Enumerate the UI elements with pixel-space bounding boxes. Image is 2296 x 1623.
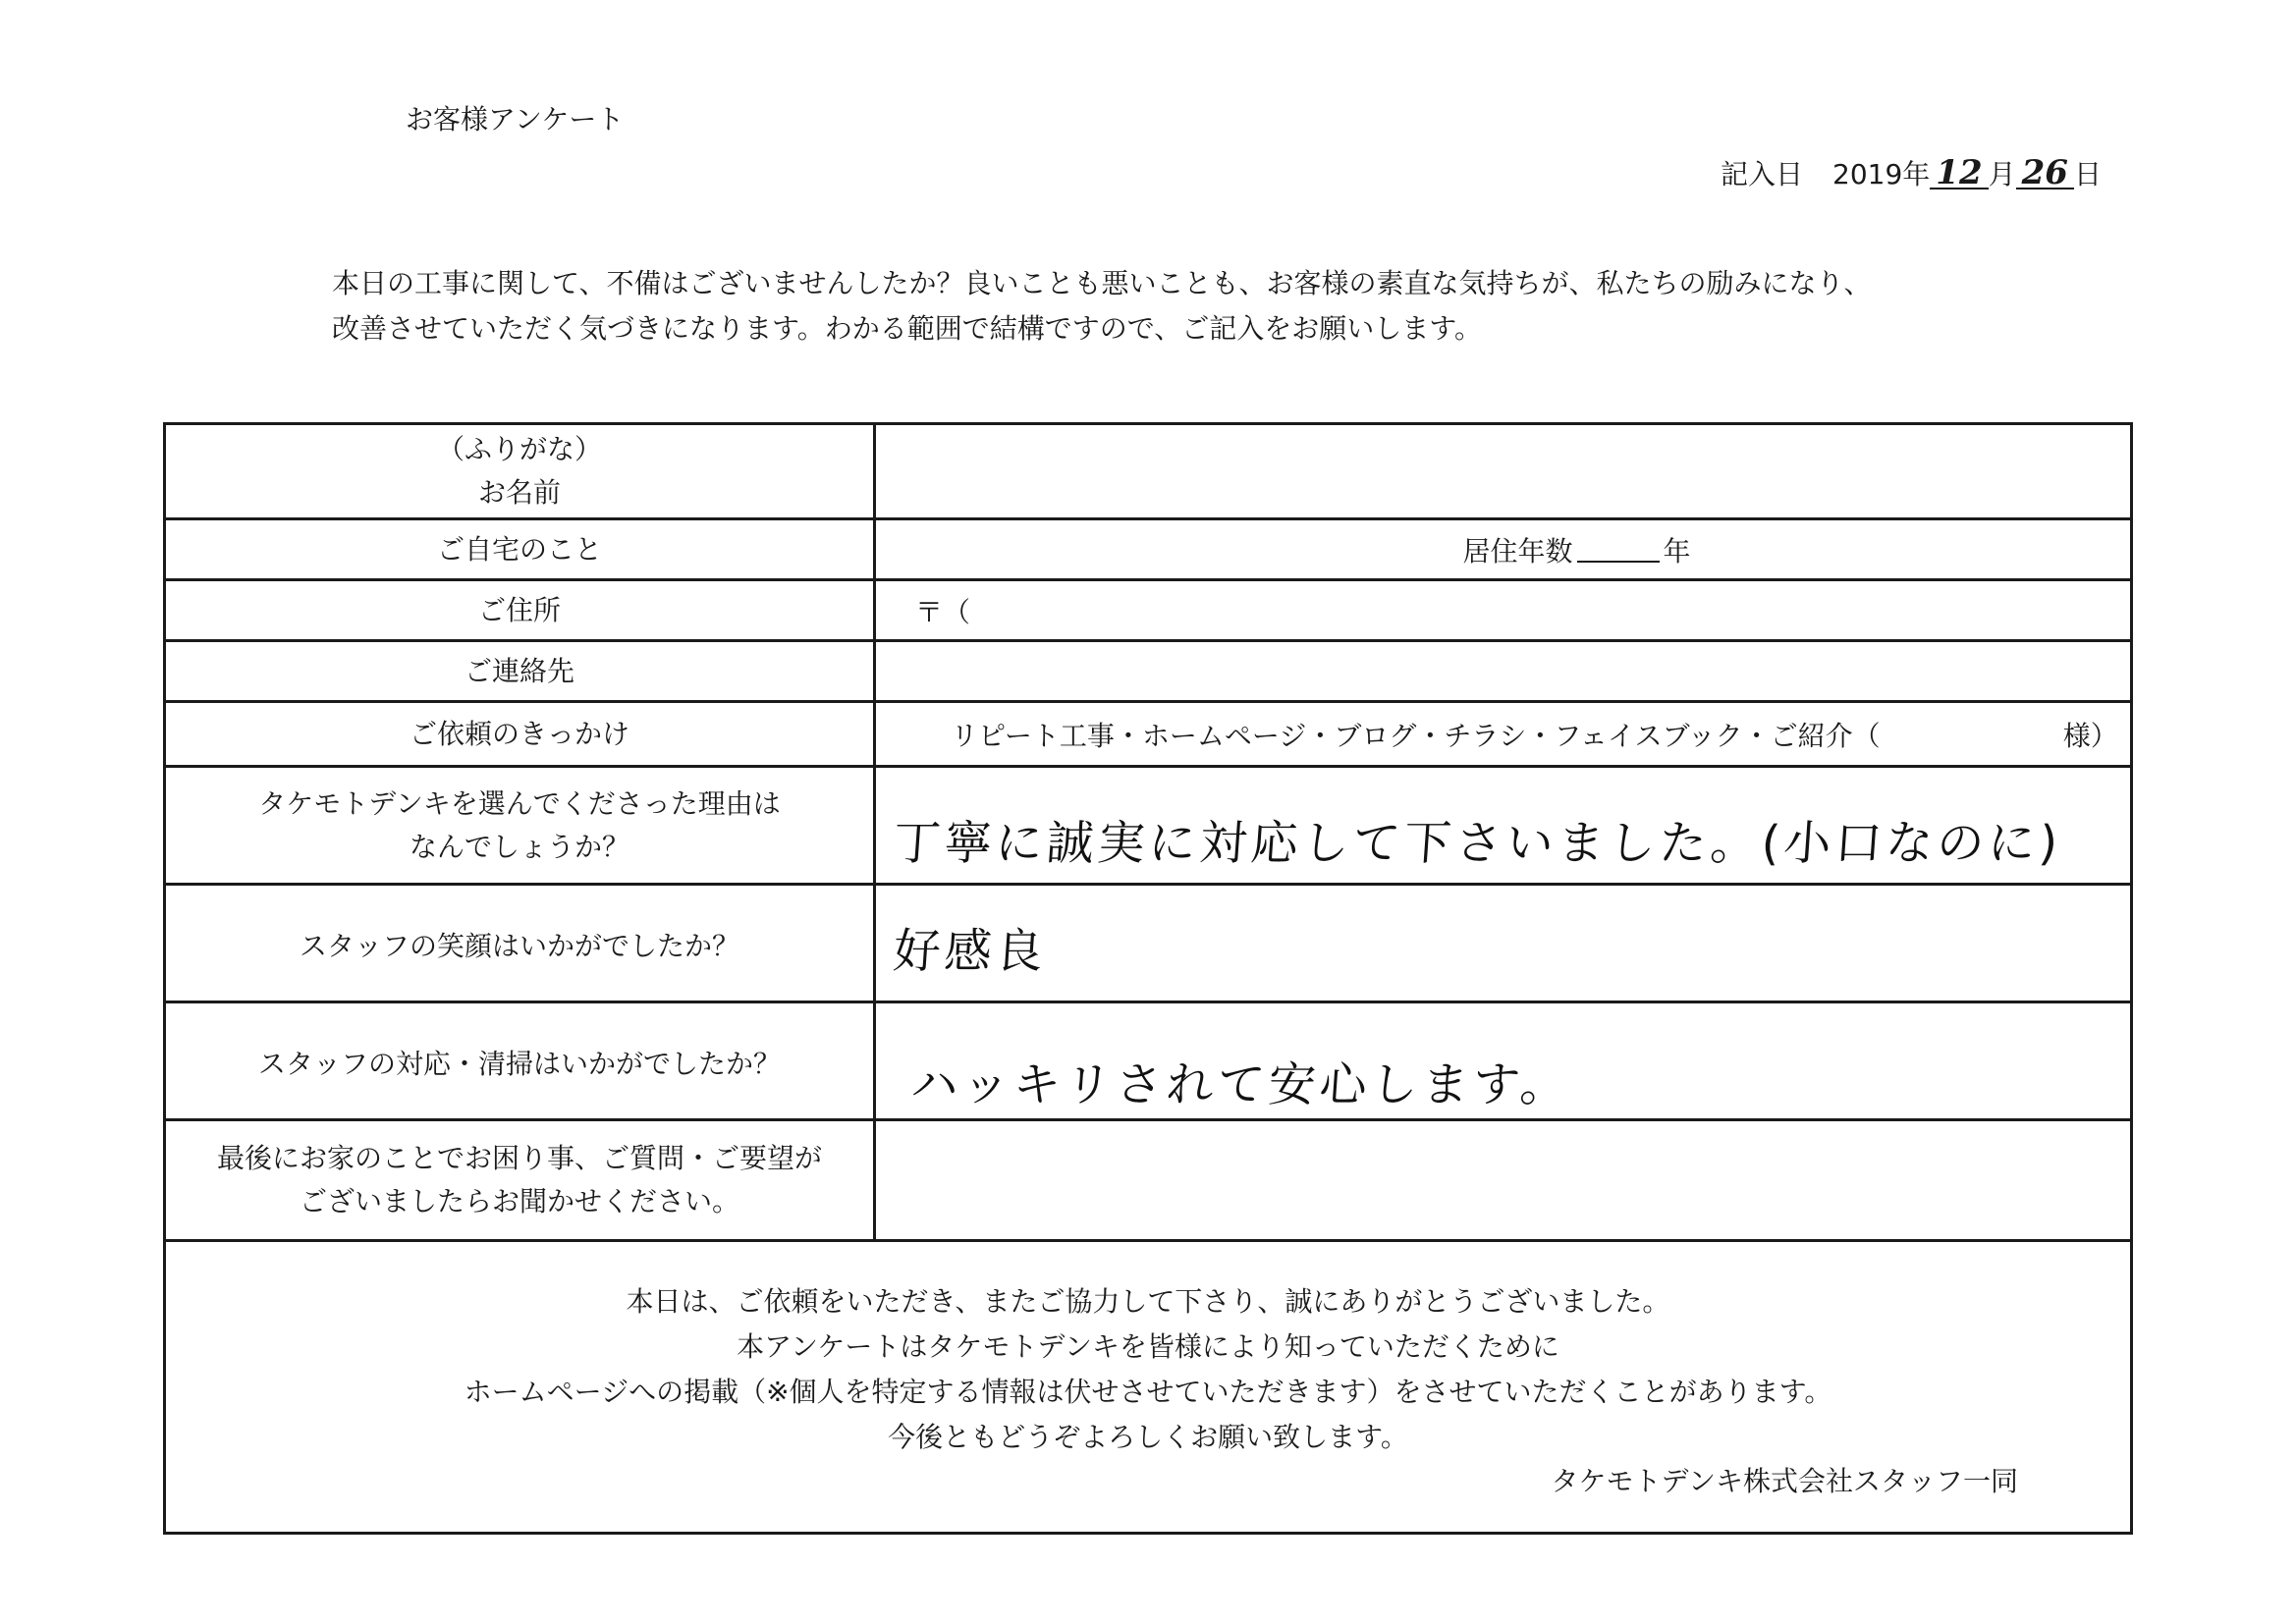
row-divider: [166, 1239, 2130, 1242]
reason-label-line-1: タケモトデンキを選んでくださった理由は: [258, 786, 781, 820]
smile-handwritten: 好感良: [891, 924, 1049, 979]
requests-label-line-1: 最後にお家のことでお困り事、ご質問・ご要望が: [216, 1142, 822, 1174]
referrer-suffix: 様）: [2062, 719, 2118, 752]
service-handwritten: ハッキリされて安心します。: [908, 1057, 1573, 1112]
date-label: 記入日: [1721, 158, 1804, 190]
date-day-handwritten: 26: [2016, 158, 2074, 189]
date-month-unit: 月: [1988, 158, 2016, 190]
address-field[interactable]: [876, 581, 2130, 639]
home-label: ご自宅のこと: [436, 532, 602, 566]
intro-text: [332, 261, 1871, 352]
reason-label: [166, 768, 873, 883]
residence-years-field[interactable]: [876, 520, 2130, 578]
name-label-text: お名前: [477, 476, 561, 509]
entry-date: [1721, 153, 2102, 192]
smile-label: スタッフの笑顔はいかがでしたか？: [299, 930, 739, 962]
intro-line-2: 改善させていただく気づきになります。わかる範囲で結構ですので、ご記入をお願いします。: [332, 312, 1482, 345]
thanks-line-4: 今後ともどうぞよろしくお願い致します。: [888, 1421, 1408, 1453]
service-answer[interactable]: [876, 1003, 2130, 1118]
residence-years-unit: 年: [1663, 534, 1691, 568]
survey-form: [163, 422, 2133, 1535]
thanks-line-3: ホームページへの掲載（※個人を特定する情報は伏せさせていただきます）をさせていただくことがあります。: [464, 1376, 1832, 1408]
address-label: ご住所: [477, 593, 561, 626]
name-field[interactable]: [876, 428, 2130, 517]
requests-label: [166, 1121, 873, 1239]
request-trigger-field[interactable]: [876, 703, 2130, 765]
postal-mark: 〒（: [915, 595, 971, 628]
date-year: 2019年: [1832, 158, 1931, 190]
contact-field[interactable]: [876, 642, 2130, 700]
reason-handwritten: 丁寧に誠実に対応して下さいました。(小口なのに): [891, 816, 2064, 871]
name-label: [166, 425, 873, 517]
thank-you-message: [166, 1279, 2130, 1460]
intro-line-1: 本日の工事に関して、不備はございませんしたか？良いことも悪いことも、お客様の素直な気持ちが、私たちの励みになり、: [332, 267, 1872, 299]
page-title: お客様アンケート: [406, 103, 625, 135]
request-trigger-options: リピート工事・ホームページ・ブログ・チラシ・フェイスブック・ご紹介（: [951, 719, 1881, 752]
smile-answer[interactable]: [876, 886, 2130, 1001]
residence-years-label: 居住年数: [1462, 534, 1573, 568]
requests-field[interactable]: [876, 1121, 2130, 1239]
thanks-line-2: 本アンケートはタケモトデンキを皆様により知っていただくために: [737, 1330, 1559, 1363]
requests-label-line-2: ございましたらお聞かせください。: [299, 1185, 739, 1217]
company-signoff: タケモトデンキ株式会社スタッフ一同: [1551, 1465, 2018, 1497]
reason-label-line-2: なんでしょうか？: [409, 830, 629, 863]
furigana-label: （ふりがな）: [436, 433, 602, 465]
reason-answer[interactable]: [876, 768, 2130, 883]
request-trigger-label: ご依頼のきっかけ: [409, 717, 629, 750]
thanks-line-1: 本日は、ご依頼をいただき、またご協力して下さり、誠にありがとうございました。: [626, 1285, 1670, 1318]
date-day-unit: 日: [2073, 158, 2102, 190]
residence-years-blank[interactable]: [1577, 537, 1660, 563]
date-month-handwritten: 12: [1930, 158, 1988, 189]
contact-label: ご連絡先: [464, 654, 574, 687]
service-label: スタッフの対応・清掃はいかがでしたか？: [257, 1048, 781, 1080]
